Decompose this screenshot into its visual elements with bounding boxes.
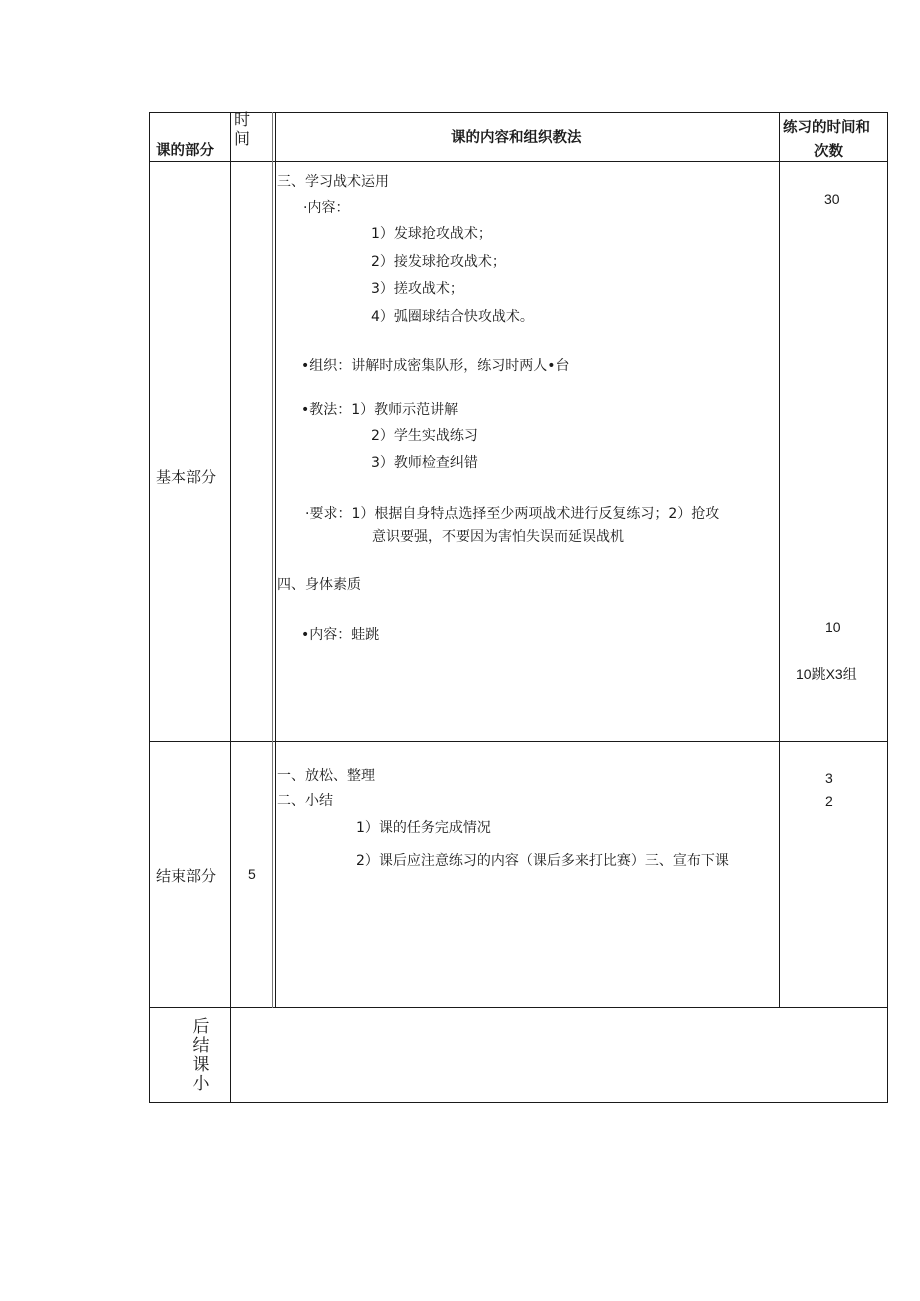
col-divider-practice	[779, 112, 780, 1008]
table-border-bottom	[149, 1102, 888, 1103]
ending-sub-2: 2）课后应注意练习的内容（课后多来打比赛）三、宣布下课	[356, 853, 729, 869]
col-divider-section	[230, 112, 231, 1103]
basic-require-2: 意识要强，不要因为害怕失误而延误战机	[372, 529, 624, 545]
basic-require-1: ·要求：1）根据自身特点选择至少两项战术进行反复练习；2）抢攻	[305, 506, 720, 522]
basic-ending-divider	[149, 741, 888, 742]
basic-content-label: ·内容：	[303, 200, 350, 216]
basic-item-2: 2）接发球抢攻战术；	[371, 254, 506, 270]
basic-method-2: 2）学生实战练习	[371, 428, 478, 444]
header-time-2: 间	[234, 129, 251, 148]
ending-item-1: 一、放松、整理	[277, 768, 375, 784]
header-practice-2: 次数	[814, 144, 843, 160]
basic-method-3: 3）教师检查纠错	[371, 455, 478, 471]
basic-practice-c: 10跳X3组	[796, 666, 857, 682]
afterclass-char-4: 小	[192, 1074, 210, 1094]
col-divider-time-inner	[272, 112, 273, 1008]
afterclass-char-3: 课	[192, 1055, 210, 1075]
header-content: 课的内容和组织教法	[451, 130, 582, 146]
basic-method-1: •教法：1）教师示范讲解	[301, 402, 459, 418]
basic-organize: •组织：讲解时成密集队形，练习时两人•台	[301, 358, 570, 374]
header-practice-1: 练习的时间和	[783, 120, 870, 136]
ending-after-divider	[149, 1007, 888, 1008]
basic-heading-3: 三、学习战术运用	[277, 174, 389, 190]
table-border-top	[149, 112, 888, 113]
afterclass-char-1: 后	[192, 1017, 210, 1037]
col-divider-time	[275, 112, 276, 1008]
basic-item-4: 4）弧圈球结合快攻战术。	[371, 309, 534, 325]
basic-heading-4: 四、身体素质	[277, 577, 361, 593]
table-border-right	[887, 112, 888, 1103]
basic-practice-a: 30	[824, 191, 840, 207]
ending-sub-1: 1）课的任务完成情况	[356, 820, 491, 836]
ending-practice-b: 2	[825, 793, 833, 809]
header-divider	[149, 161, 888, 162]
afterclass-char-2: 结	[192, 1036, 210, 1056]
ending-label: 结束部分	[156, 867, 217, 885]
header-time-1: 时	[234, 110, 251, 129]
basic-item-3: 3）搓攻战术；	[371, 281, 464, 297]
header-section: 课的部分	[156, 143, 214, 159]
ending-item-2: 二、小结	[277, 793, 333, 809]
ending-practice-a: 3	[825, 770, 833, 786]
basic-content-4: •内容：蛙跳	[301, 627, 380, 643]
ending-time: 5	[248, 866, 256, 882]
basic-practice-b: 10	[825, 619, 841, 635]
basic-item-1: 1）发球抢攻战术；	[371, 226, 492, 242]
basic-label: 基本部分	[156, 468, 217, 486]
table-border-left	[149, 112, 150, 1103]
